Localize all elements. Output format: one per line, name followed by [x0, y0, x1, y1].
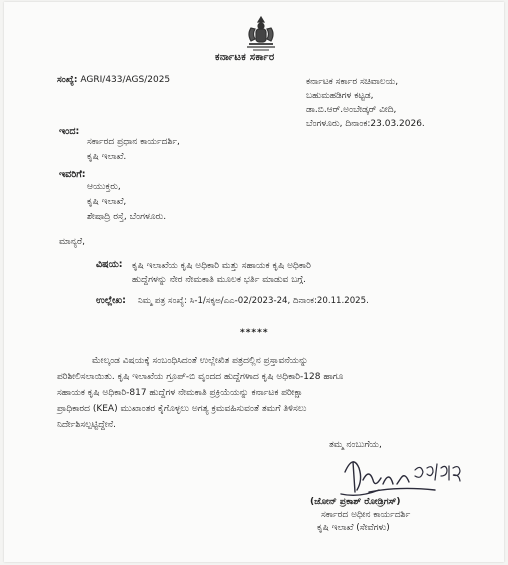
reference-number-label: ಸಂಖ್ಯೆ:	[57, 75, 78, 85]
body-line: ಮೇಲ್ಕಂಡ ವಿಷಯಕ್ಕೆ ಸಂಬಂಧಿಸಿದಂತೆ ಉಲ್ಲೇಖಿತ ಪತ್ರದಲ್ಲಿನ ಪ್ರಸ್ತಾವನೆಯನ್ನು	[92, 356, 309, 366]
to-block	[87, 180, 166, 225]
body-paragraph	[57, 353, 472, 433]
reference-text: ನಿಮ್ಮ ಪತ್ರ ಸಂಖ್ಯೆ: ಸಿ-1/ಸಕೃಅ/ಎಎ-02/2023-24, ದಿನಾಂಕ:20.11.2025.	[138, 296, 369, 306]
address-line: ಬಹುಮಹಡಿಗಳ ಕಟ್ಟಡ,	[306, 91, 374, 101]
government-title: ಕರ್ನಾಟಕ ಸರ್ಕಾರ	[215, 52, 275, 63]
reference-label: ಉಲ್ಲೇಖ:	[96, 295, 126, 306]
to-line: ಕೃಷಿ ಇಲಾಖೆ,	[87, 197, 127, 207]
body-line: ನಿರ್ದೇಶಿಸಲ್ಪಟ್ಟಿದ್ದೇನೆ.	[57, 420, 117, 430]
subject-line: ಹುದ್ದೆಗಳನ್ನು ನೇರ ನೇಮಕಾತಿ ಮೂಲಕ ಭರ್ತಿ ಮಾಡುವ ಬಗ್ಗೆ.	[132, 275, 306, 285]
from-block	[87, 135, 180, 165]
to-line: ಆಯುಕ್ತರು,	[87, 182, 121, 192]
from-label: ಇಂದ:	[59, 126, 80, 137]
letter-sheet	[4, 2, 504, 562]
to-line: ಶೇಷಾದ್ರಿ ರಸ್ತೆ, ಬೆಂಗಳೂರು.	[87, 212, 167, 222]
subject-line: ಕೃಷಿ ಇಲಾಖೆಯ ಕೃಷಿ ಅಧಿಕಾರಿ ಮತ್ತು ಸಹಾಯಕ ಕೃಷಿ ಅಧಿಕಾರಿ	[132, 261, 311, 271]
signatory-designation	[317, 509, 411, 535]
from-line: ಕೃಷಿ ಇಲಾಖೆ.	[87, 152, 127, 162]
sender-address	[306, 75, 425, 131]
signatory-name: (ಜೋನ್ ಪ್ರಕಾಶ್ ರೋಡ್ರಿಗಸ್)	[310, 497, 401, 507]
address-line: ಡಾ.ಬಿ.ಆರ್.ಅಂಬೇಡ್ಕರ್ ವೀದಿ,	[306, 105, 397, 115]
body-line: ಸಹಾಯಕ ಕೃಷಿ ಅಧಿಕಾರಿ-817 ಹುದ್ದೆಗಳ ನೇಮಕಾತಿ ಪ್ರಕ್ರಿಯೆಯನ್ನು ಕರ್ನಾಟಕ ಪರೀಕ್ಷಾ	[57, 388, 303, 398]
body-line: ಪರಿಶೀಲಿಸಲಾಯಿತು. ಕೃಷಿ ಇಲಾಖೆಯ ಗ್ರೂಪ್-ಬಿ ವೃಂದದ ಹುದ್ದೆಗಳಾದ ಕೃಷಿ ಅಧಿಕಾರಿ-128 ಹಾಗೂ	[57, 372, 344, 382]
designation-line: ಸರ್ಕಾರದ ಅಧೀನ ಕಾರ್ಯದರ್ಶಿ	[321, 510, 411, 520]
karnataka-emblem-icon	[239, 14, 283, 54]
salutation: ಮಾನ್ಯರೆ,	[59, 237, 85, 247]
subject-text	[132, 259, 311, 287]
reference-number-value: AGRI/433/AGS/2025	[80, 75, 171, 85]
separator-stars: *****	[240, 328, 269, 338]
to-label: ಇವರಿಗೆ:	[59, 169, 86, 180]
address-date-line: ಬೆಂಗಳೂರು, ದಿನಾಂಕ:23.03.2026.	[306, 119, 425, 129]
from-line: ಸರ್ಕಾರದ ಪ್ರಧಾನ ಕಾರ್ಯದರ್ಶಿ,	[87, 137, 180, 147]
subject-label: ವಿಷಯ:	[96, 259, 123, 270]
body-line: ಪ್ರಾಧಿಕಾರದ (KEA) ಮುಖಾಂತರ ಕೈಗೊಳ್ಳಲು ಅಗತ್ಯ ಕ್ರಮವಹಿಸುವಂತೆ ತಮಗೆ ತಿಳಿಸಲು	[57, 404, 307, 414]
reference-number	[57, 75, 170, 85]
address-line: ಕರ್ನಾಟಕ ಸರ್ಕಾರ ಸಚಿವಾಲಯ,	[306, 77, 399, 87]
designation-line: ಕೃಷಿ ಇಲಾಖೆ (ಸೇವೆಗಳು)	[317, 523, 390, 533]
closing-text: ತಮ್ಮ ನಂಬುಗೆಯ,	[329, 440, 382, 450]
